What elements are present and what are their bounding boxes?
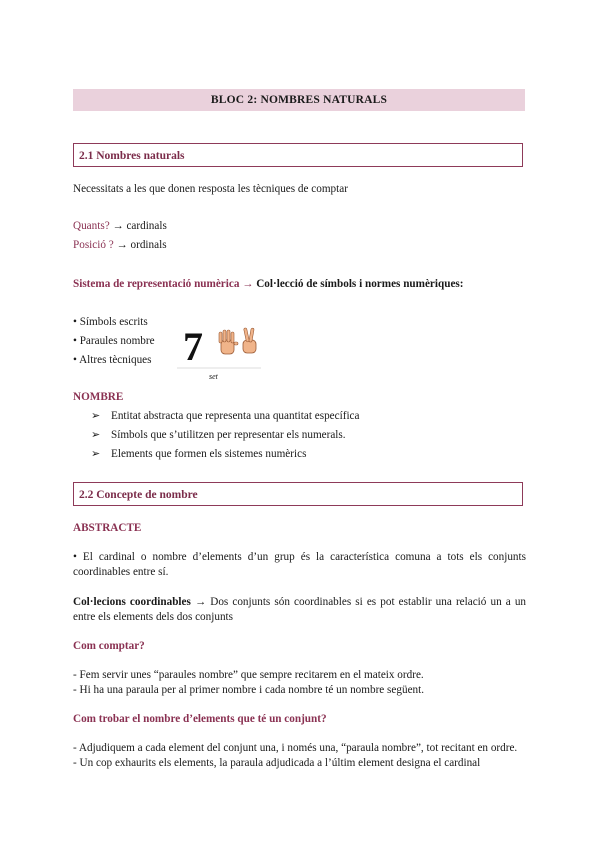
- coordinables-paragraph: [73, 595, 526, 625]
- posicio-line: [73, 238, 167, 253]
- trobar-line: - Un cop exhaurits els elements, la paraula adjudicada a l’últim element designa el cardinal: [73, 757, 481, 769]
- quants-label: Quants?: [73, 220, 110, 232]
- trobar-line: - Adjudiquem a cada element del conjunt una, i només una, “paraula nombre”, tot recitant en ordre.: [73, 742, 518, 754]
- abstracte-heading: ABSTRACTE: [73, 522, 142, 534]
- nombre-item: [91, 447, 306, 462]
- figure-caption: set: [209, 372, 218, 381]
- section-heading-2-1: 2.1 Nombres naturals: [73, 143, 523, 167]
- abstracte-text: • El cardinal o nombre d’elements d’un grup és la característica comuna a tots els conjunts coordinables entre sí.: [73, 551, 526, 578]
- bullet-item: • Paraules nombre: [73, 335, 155, 347]
- comptar-line: - Fem servir unes “paraules nombre” que sempre recitarem en el mateix ordre.: [73, 669, 424, 681]
- system-label: Sistema de representació numèrica →: [73, 278, 254, 290]
- nombre-item-text: Elements que formen els sistemes numèrics: [111, 448, 307, 460]
- nombre-item: [91, 409, 360, 424]
- quants-line: [73, 219, 167, 234]
- arrow-bullet-icon: ➢: [91, 429, 101, 441]
- trobar-heading: Com trobar el nombre d’elements que té un conjunt?: [73, 713, 327, 725]
- arrow-bullet-icon: ➢: [91, 448, 101, 460]
- arrow-icon: →: [116, 239, 128, 251]
- digit-seven: 7: [183, 324, 203, 369]
- number-seven-illustration: [175, 306, 263, 384]
- nombre-heading: NOMBRE: [73, 391, 124, 403]
- nombre-item-text: Entitat abstracta que representa una quantitat específica: [111, 410, 360, 422]
- intro-text: Necessitats a les que donen resposta les tècniques de comptar: [73, 183, 348, 195]
- bullet-item: • Altres tècniques: [73, 354, 152, 366]
- posicio-label: Posició ?: [73, 239, 114, 251]
- arrow-bullet-icon: ➢: [91, 410, 101, 422]
- hand-two-icon: [243, 328, 256, 353]
- posicio-value: ordinals: [130, 239, 167, 251]
- coordinables-label: Col·lecions coordinables →: [73, 596, 207, 608]
- comptar-heading: Com comptar?: [73, 640, 145, 652]
- quants-value: cardinals: [126, 220, 167, 232]
- page-title-banner: BLOC 2: NOMBRES NATURALS: [73, 89, 525, 111]
- section-heading-2-2: 2.2 Concepte de nombre: [73, 482, 523, 506]
- bullet-item: • Símbols escrits: [73, 316, 148, 328]
- comptar-line: - Hi ha una paraula per al primer nombre i cada nombre té un nombre següent.: [73, 684, 425, 696]
- system-definition: Col·lecció de símbols i normes numèriques:: [256, 278, 464, 290]
- arrow-icon: →: [112, 220, 124, 232]
- system-line: [73, 277, 464, 292]
- hand-five-icon: [219, 330, 238, 354]
- coordinables-text: Dos conjunts són coordinables si es pot establir una relació un a un entre els elements dels dos conjunts: [73, 596, 527, 623]
- nombre-item-text: Símbols que s’utilitzen per representar els numerals.: [111, 429, 346, 441]
- number-seven-figure: [175, 306, 263, 384]
- nombre-item: [91, 428, 346, 443]
